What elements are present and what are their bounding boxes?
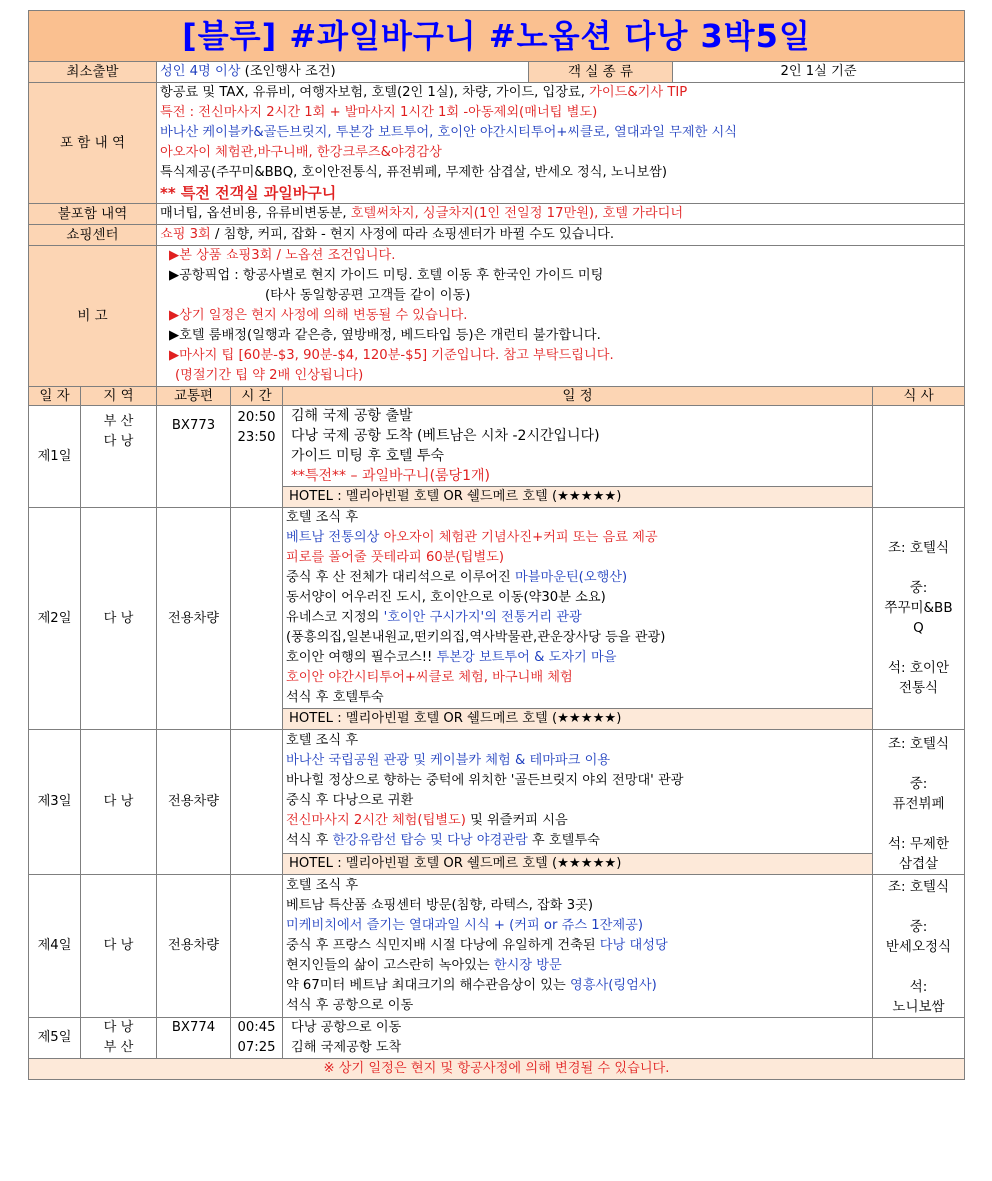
header-transport: 교통편 [157, 387, 231, 406]
header-meal: 식 사 [873, 387, 965, 406]
remarks-label: 비 고 [29, 246, 157, 387]
day4-meal: 조: 호텔식 중: 반세오정식 석: 노니보쌈 [873, 875, 965, 1018]
room-type-label: 객 실 종 류 [529, 62, 673, 83]
day5-region: 다 낭 부 산 [81, 1018, 157, 1059]
day5-time: 00:45 07:25 [231, 1018, 283, 1059]
day3-meal: 조: 호텔식 중: 퓨전뷔페 석: 무제한 삼겹살 [873, 730, 965, 875]
room-type-value: 2인 1실 기준 [673, 62, 965, 83]
day3-time [231, 730, 283, 875]
header-schedule: 일 정 [283, 387, 873, 406]
day3-region: 다 낭 [81, 730, 157, 875]
min-departure-value: 성인 4명 이상 (조인행사 조건) [157, 62, 529, 83]
day1-row [29, 406, 965, 487]
day3-hotel: HOTEL : 멜리아빈펄 호텔 OR 쉘드메르 호텔 (★★★★★) [283, 853, 873, 874]
day4-row [29, 875, 965, 1018]
day1-hotel: HOTEL : 멜리아빈펄 호텔 OR 쉘드메르 호텔 (★★★★★) [283, 487, 873, 508]
itinerary-table [28, 10, 965, 1080]
shopping-value: 쇼핑 3회 / 침향, 커피, 잡화 - 현지 사정에 따라 쇼핑센터가 바뀔 수도 있습니다. [157, 225, 965, 246]
day1-label: 제1일 [29, 406, 81, 508]
day5-meal [873, 1018, 965, 1059]
day3-schedule: 호텔 조식 후 바나산 국립공원 관광 및 케이블카 체험 & 테마파크 이용 바나힐 정상으로 향하는 중턱에 위치한 '골든브릿지 야외 전망대' 관광 중식 후 다낭으로 귀환 전신마사지 2시간 체험(팁별도) 및 위즐커피 시음 석식 후 한강유람선 탑승 및 다낭 야경관람 후 호텔투숙 [283, 730, 873, 854]
min-departure-label: 최소출발 [29, 62, 157, 83]
day1-schedule: 김해 국제 공항 출발 다낭 국제 공항 도착 (베트남은 시차 -2시간입니다) 가이드 미팅 후 호텔 투숙 **특전** – 과일바구니(룸당1개) [283, 406, 873, 487]
day1-meal [873, 406, 965, 508]
day2-row [29, 508, 965, 709]
day3-row [29, 730, 965, 854]
day2-schedule: 호텔 조식 후 베트남 전통의상 아오자이 체험관 기념사진+커피 또는 음료 제공 피로를 풀어줄 풋테라피 60분(팁별도) 중식 후 산 전체가 대리석으로 이루어진 마블마운틴(오행산) 동서양이 어우러진 도시, 호이안으로 이동(약30분 소요) 유네스코 지정의 '호이안 구시가지'의 전통거리 관광 (풍흥의집,일본내원교,떤키의집,역사박물관,관운장사당 등을 관광) 호이안 여행의 필수코스!! 투본강 보트투어 & 도자기 마을 호이안 야간시티투어+씨클로 체험, 바구니배 체험 석식 후 호텔투숙 [283, 508, 873, 709]
header-time: 시 간 [231, 387, 283, 406]
day4-time [231, 875, 283, 1018]
shopping-label: 쇼핑센터 [29, 225, 157, 246]
day3-label: 제3일 [29, 730, 81, 875]
day1-time: 20:50 23:50 [231, 406, 283, 508]
include-list: 항공료 및 TAX, 유류비, 여행자보험, 호텔(2인 1실), 차량, 가이드, 입장료, 가이드&기사 TIP 특전 : 전신마사지 2시간 1회 + 발마사지 1시간 1회 -아동제외(매너팁 별도) 바나산 케이블카&골든브릿지, 투본강 보트투어, 호이안 야간시티투어+씨클로, 열대과일 무제한 시식 아오자이 체험관,바구니배, 한강크루즈&야경감상 특식제공(주꾸미&BBQ, 호이안전통식, 퓨전뷔페, 무제한 삼겹살, 반세오 정식, 노니보쌈) ** 특전 전객실 과일바구니 [157, 83, 965, 204]
day3-transport: 전용차량 [157, 730, 231, 875]
include-label: 포 함 내 역 [29, 83, 157, 204]
day4-region: 다 낭 [81, 875, 157, 1018]
day5-schedule: 다낭 공항으로 이동 김해 국제공항 도착 [283, 1018, 873, 1059]
itinerary-sheet [28, 10, 964, 1080]
day1-region: 부 산 다 낭 [81, 406, 157, 508]
header-region: 지 역 [81, 387, 157, 406]
page-title: [블루] #과일바구니 #노옵션 다낭 3박5일 [29, 11, 965, 62]
day4-schedule: 호텔 조식 후 베트남 특산품 쇼핑센터 방문(침향, 라텍스, 잡화 3곳) 미케비치에서 즐기는 열대과일 시식 + (커피 or 쥬스 1잔제공) 중식 후 프랑스 식민지배 시절 다낭에 유일하게 건축된 다낭 대성당 현지인들의 삶이 고스란히 녹아있는 한시장 방문 약 67미터 베트남 최대크기의 해수관음상이 있는 영흥사(링엄사) 석식 후 공항으로 이동 [283, 875, 873, 1018]
day2-meal: 조: 호텔식 중: 쭈꾸미&BB Q 석: 호이안 전통식 [873, 508, 965, 730]
day5-row [29, 1018, 965, 1059]
remarks-list: ▶본 상품 쇼핑3회 / 노옵션 조건입니다. ▶공항픽업 : 항공사별로 현지 가이드 미팅. 호텔 이동 후 한국인 가이드 미팅 (타사 동일항공편 고객들 같이 이동) ▶상기 일정은 현지 사정에 의해 변동될 수 있습니다. ▶호텔 룸배정(일행과 같은층, 옆방배정, 베드타입 등)은 개런티 불가합니다. ▶마사지 팁 [60분-$3, 90분-$4, 120분-$5] 기준입니다. 참고 부탁드립니다. (명절기간 팁 약 2배 인상됩니다) [157, 246, 965, 387]
exclude-value: 매너팁, 옵션비용, 유류비변동분, 호텔써차지, 싱글차지(1인 전일정 17만원), 호텔 가라디너 [157, 204, 965, 225]
day2-transport: 전용차량 [157, 508, 231, 730]
day5-transport: BX774 [157, 1018, 231, 1059]
day4-transport: 전용차량 [157, 875, 231, 1018]
day5-label: 제5일 [29, 1018, 81, 1059]
day4-label: 제4일 [29, 875, 81, 1018]
footer-note: ※ 상기 일정은 현지 및 항공사정에 의해 변경될 수 있습니다. [29, 1059, 965, 1080]
day2-region: 다 낭 [81, 508, 157, 730]
exclude-label: 불포함 내역 [29, 204, 157, 225]
day2-time [231, 508, 283, 730]
day2-hotel: HOTEL : 멜리아빈펄 호텔 OR 쉘드메르 호텔 (★★★★★) [283, 709, 873, 730]
header-day: 일 자 [29, 387, 81, 406]
day1-transport: BX773 [157, 406, 231, 508]
day2-label: 제2일 [29, 508, 81, 730]
